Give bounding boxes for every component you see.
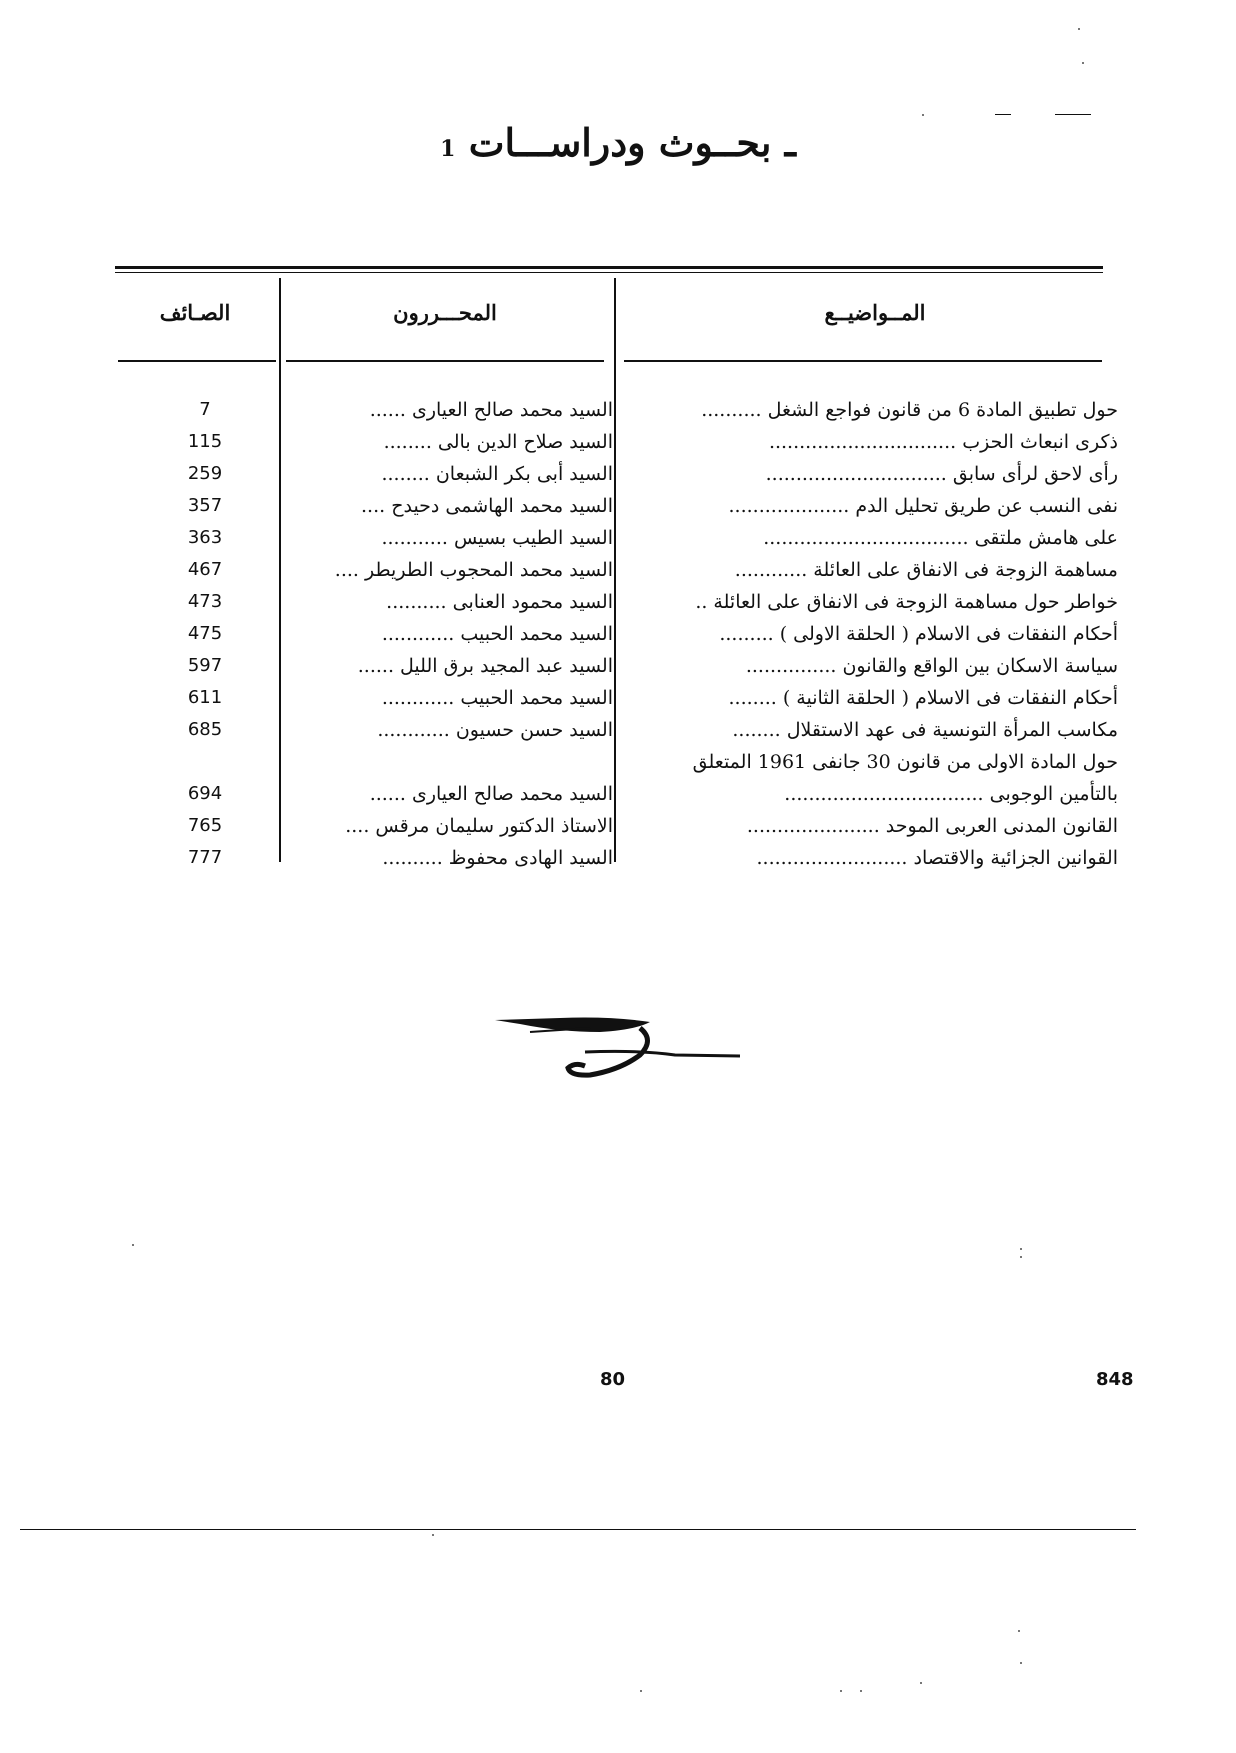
- table-row: [0, 746, 1236, 778]
- footer-page-center: 80: [600, 1369, 626, 1390]
- scan-speck: [432, 1534, 434, 1536]
- row-topic: بالتأمين الوجوبى .................................: [784, 783, 1118, 805]
- footer-page-right: 848: [1096, 1369, 1134, 1390]
- header-pages: الصـائف: [159, 300, 231, 325]
- scan-dash: [995, 114, 1011, 115]
- row-author: السيد حسن حسيون ............: [377, 719, 613, 741]
- row-page: 685: [187, 719, 223, 740]
- row-author: السيد الهادى محفوظ ..........: [382, 847, 613, 869]
- table-row: [0, 426, 1236, 458]
- scan-speck: [1020, 1256, 1022, 1258]
- table-row: [0, 522, 1236, 554]
- row-page: 467: [187, 559, 223, 580]
- row-author: السيد محمد المحجوب الطريطر ....: [334, 559, 613, 581]
- scan-speck: [920, 1682, 922, 1684]
- scan-dash: [1055, 114, 1091, 115]
- row-author: السيد محمد صالح العيارى ......: [369, 783, 613, 805]
- row-page: 597: [187, 655, 223, 676]
- row-author: السيد محمد الحبيب ............: [381, 623, 613, 645]
- header-topics: المــواضيــع: [824, 300, 926, 325]
- table-row: [0, 554, 1236, 586]
- row-page: 694: [187, 783, 223, 804]
- row-topic: القانون المدنى العربى الموحد ......................: [746, 815, 1118, 837]
- row-topic: أحكام النفقات فى الاسلام ( الحلقة الاولى ) .........: [719, 623, 1118, 645]
- row-topic: حول المادة الاولى من قانون 30 جانفى 1961 المتعلق: [692, 751, 1118, 773]
- row-author: السيد محمود العنابى ..........: [386, 591, 613, 613]
- table-row: [0, 458, 1236, 490]
- table-row: [0, 778, 1236, 810]
- row-author: الاستاذ الدكتور سليمان مرقس ....: [345, 815, 613, 837]
- table-row: [0, 682, 1236, 714]
- scan-speck: [840, 1690, 842, 1692]
- table-row: [0, 618, 1236, 650]
- row-topic: خواطر حول مساهمة الزوجة فى الانفاق على العائلة ..: [695, 591, 1118, 613]
- table-top-rule-thin: [115, 272, 1103, 273]
- row-page: 259: [187, 463, 223, 484]
- table-row: [0, 394, 1236, 426]
- row-author: السيد صلاح الدين بالى ........: [383, 431, 613, 453]
- row-page: 777: [187, 847, 223, 868]
- row-author: السيد محمد الهاشمى دحيدح ....: [361, 495, 613, 517]
- header-authors: المحـــررون: [393, 300, 497, 325]
- row-topic: على هامش ملتقى ..................................: [763, 527, 1118, 549]
- table-row: [0, 842, 1236, 874]
- row-author: السيد عبد المجيد برق الليل ......: [357, 655, 613, 677]
- scan-speck: [132, 1244, 134, 1246]
- table-row: [0, 586, 1236, 618]
- header-rule-authors: [286, 360, 604, 362]
- row-topic: ذكرى انبعاث الحزب ...............................: [768, 431, 1118, 453]
- row-page: 115: [187, 431, 223, 452]
- row-page: 611: [187, 687, 223, 708]
- row-author: السيد الطيب بسيس ...........: [381, 527, 613, 549]
- row-topic: حول تطبيق المادة 6 من قانون فواجع الشغل ..........: [701, 399, 1118, 421]
- scan-speck: [640, 1690, 642, 1692]
- table-rows: [0, 394, 1236, 874]
- section-title-text: ـ بحــوث ودراســـات: [468, 120, 796, 165]
- scan-speck: [860, 1690, 862, 1692]
- row-topic: سياسة الاسكان بين الواقع والقانون ...............: [745, 655, 1118, 677]
- table-row: [0, 650, 1236, 682]
- row-page: 363: [187, 527, 223, 548]
- row-topic: مساهمة الزوجة فى الانفاق على العائلة ............: [734, 559, 1118, 581]
- row-author: السيد محمد صالح العيارى ......: [369, 399, 613, 421]
- row-author: السيد محمد الحبيب ............: [381, 687, 613, 709]
- end-flourish-icon: [490, 1010, 750, 1120]
- row-author: السيد أبى بكر الشبعان ........: [381, 463, 613, 485]
- scan-speck: [1018, 1630, 1020, 1632]
- section-number: 1: [440, 136, 456, 162]
- row-topic: القوانين الجزائية والاقتصاد .........................: [756, 847, 1118, 869]
- table-top-rule: [115, 266, 1103, 269]
- bottom-page-rule: [20, 1529, 1136, 1530]
- section-title: [0, 120, 1236, 165]
- table-row: [0, 714, 1236, 746]
- scan-speck: [922, 114, 924, 116]
- row-topic: أحكام النفقات فى الاسلام ( الحلقة الثانية ) ........: [728, 687, 1118, 709]
- row-topic: رأى لاحق لرأى سابق ..............................: [765, 463, 1118, 485]
- header-rule-pages: [118, 360, 276, 362]
- row-page: 475: [187, 623, 223, 644]
- row-page: 473: [187, 591, 223, 612]
- row-page: 765: [187, 815, 223, 836]
- table-row: [0, 490, 1236, 522]
- header-rule-topics: [624, 360, 1102, 362]
- row-page: 357: [187, 495, 223, 516]
- row-page: 7: [199, 399, 211, 420]
- scan-speck: [1020, 1662, 1022, 1664]
- scan-speck: [1020, 1248, 1022, 1250]
- table-row: [0, 810, 1236, 842]
- row-topic: نفى النسب عن طريق تحليل الدم ....................: [728, 495, 1118, 517]
- row-topic: مكاسب المرأة التونسية فى عهد الاستقلال ........: [732, 719, 1118, 741]
- scan-speck: [1078, 28, 1080, 30]
- scan-speck: [1082, 62, 1084, 64]
